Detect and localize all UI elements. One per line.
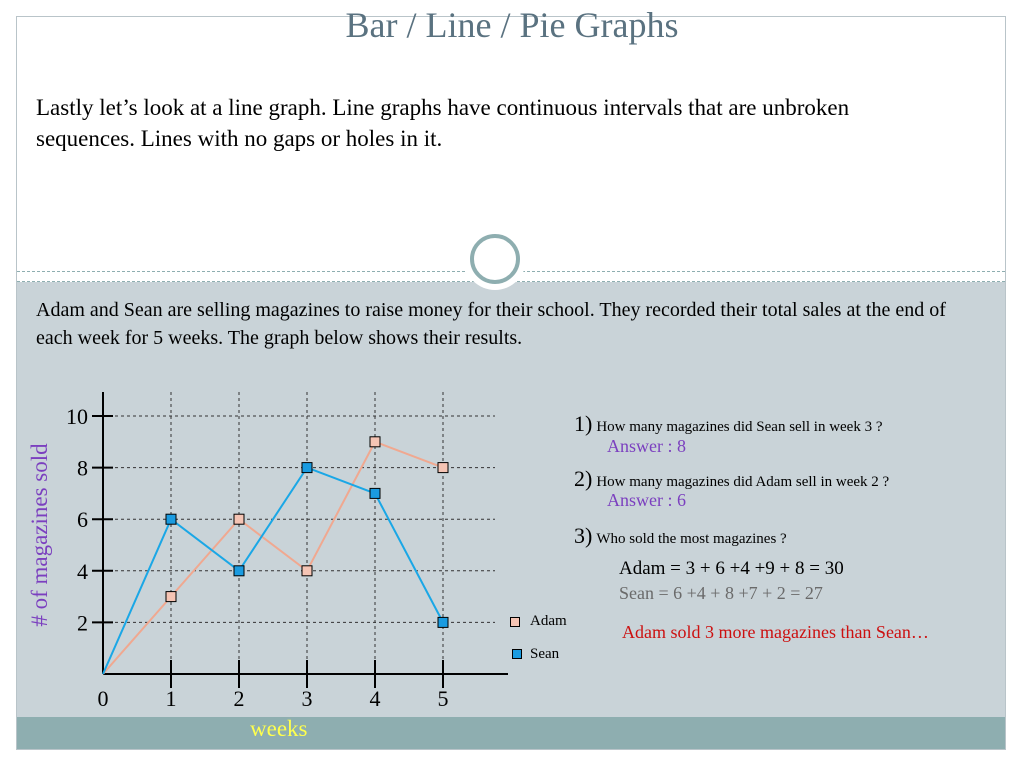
data-point-adam-5 [438,463,448,473]
x-axis-label: weeks [250,716,308,741]
legend-label-sean: Sean [530,646,560,662]
y-tick-label-0: 2 [77,610,88,636]
y-tick-label-4: 10 [66,404,88,429]
adam-total: Adam = 3 + 6 +4 +9 + 8 = 30 [619,558,844,579]
y-tick-label-1: 4 [77,558,88,584]
question-3-text: Who sold the most magazines ? [596,531,787,547]
question-1-number: 1) [574,411,593,436]
legend-swatch-sean [512,649,522,659]
sean-total: Sean = 6 +4 + 8 +7 + 2 = 27 [619,583,823,603]
legend-label-adam: Adam [530,613,567,629]
x-tick-label-0: 0 [97,686,109,711]
x-tick-label-4: 4 [369,686,381,711]
data-point-sean-4 [370,488,380,498]
conclusion-text: Adam sold 3 more magazines than Sean… [622,622,929,642]
problem-text: Adam and Sean are selling magazines to raise money for their school. They recorded their total sales at the end of each week for 5 weeks. The graph below shows their results. [36,299,946,349]
data-point-adam-4 [370,437,380,447]
answer-2: Answer : 6 [607,490,686,510]
data-point-sean-1 [166,514,176,524]
question-3 [574,523,787,549]
data-point-adam-2 [234,514,244,524]
question-2-text: How many magazines did Adam sell in week 2 ? [596,474,890,490]
x-tick-label-5: 5 [437,686,449,711]
x-tick-label-2: 2 [233,686,245,711]
data-point-sean-3 [302,463,312,473]
data-point-sean-5 [438,617,448,627]
question-2 [574,466,889,492]
data-point-adam-1 [166,592,176,602]
question-3-number: 3) [574,523,593,548]
y-tick-label-2: 6 [77,507,88,533]
question-1-text: How many magazines did Sean sell in week 3 ? [596,419,883,435]
question-2-number: 2) [574,466,593,491]
x-tick-label-1: 1 [165,686,177,711]
x-tick-label-3: 3 [301,686,313,711]
slide-title: Bar / Line / Pie Graphs [345,5,679,45]
y-tick-label-3: 8 [77,455,88,481]
intro-text: Lastly let’s look at a line graph. Line graphs have continuous intervals that are unbroken sequences. Lines with no gaps or holes in it. [36,95,850,151]
legend-swatch-adam [510,617,520,627]
y-axis-label: # of magazines sold [27,443,52,627]
question-1 [574,411,883,437]
answer-1: Answer : 8 [607,436,686,456]
data-point-adam-3 [302,566,312,576]
data-point-sean-2 [234,566,244,576]
